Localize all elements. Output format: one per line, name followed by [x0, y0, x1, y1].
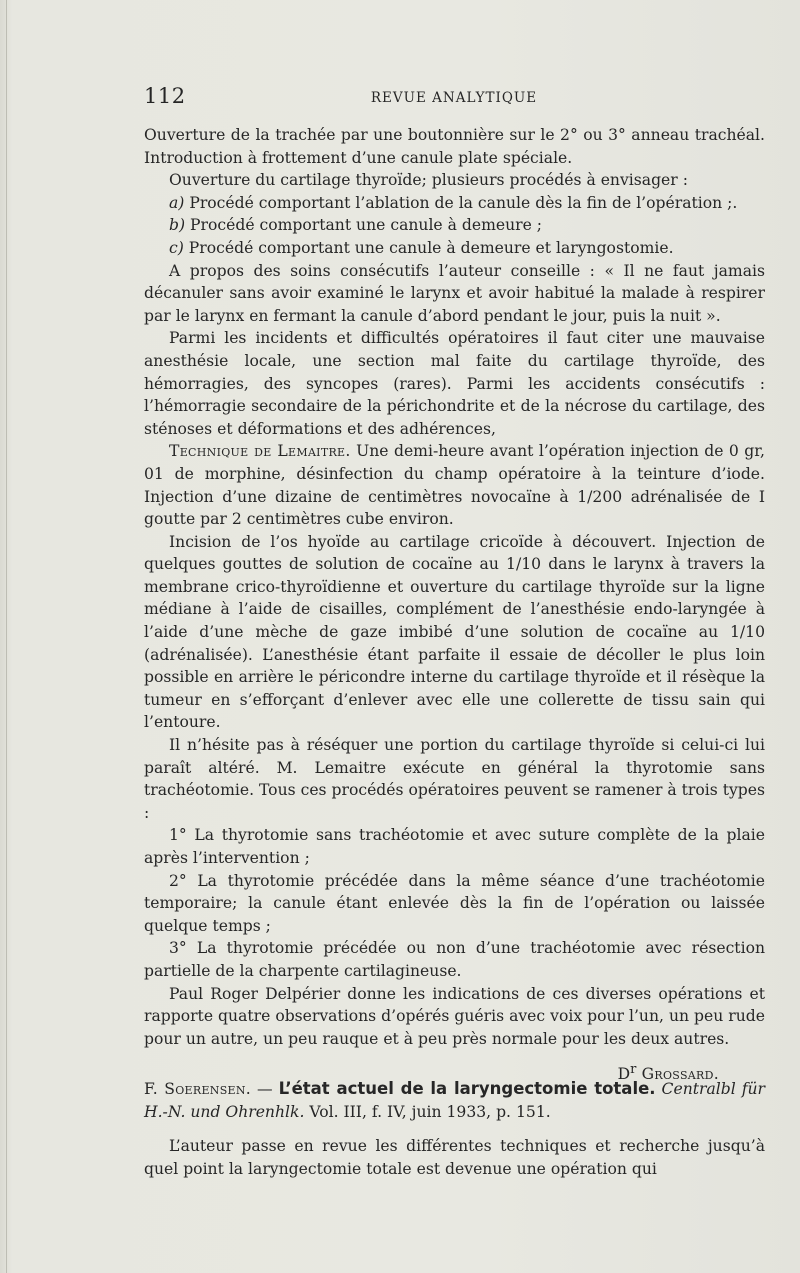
article-entry: [144, 1078, 765, 1180]
paragraph: A propos des soins consécutifs l’auteur conseille : « Il ne faut jamais décanuler sans avoir examiné le larynx et avoir habitué la malade à respirer par le larynx en fermant la canule d’abord pendant le jour, puis la nuit ».: [144, 261, 765, 325]
article-title: L’état actuel de la laryngectomie totale.: [278, 1079, 656, 1098]
list-item-text: Procédé comportant une canule à demeure et laryngostomie.: [183, 238, 674, 257]
list-marker: c): [169, 238, 184, 257]
review-body: [144, 124, 765, 1086]
paragraph: Il n’hésite pas à réséquer une portion du cartilage thyroïde si celui-ci lui paraît altéré. M. Lemaitre exécute en général la thyrotomie sans trachéotomie. Tous ces procédés opératoires peuvent se ramener à trois types :: [144, 736, 765, 822]
list-item-text: Procédé comportant l’ablation de la canule dès la fin de l’opération ;.: [184, 193, 738, 212]
paragraph: 3° La thyrotomie précédée ou non d’une trachéotomie avec résection partielle de la charpente cartilagineuse.: [144, 939, 765, 980]
list-marker: b): [169, 216, 186, 235]
running-title: REVUE ANALYTIQUE: [370, 90, 538, 106]
list-item: [144, 214, 765, 237]
article-details: Vol. III, f. IV, juin 1933, p. 151.: [304, 1102, 551, 1121]
signature-prefix: D: [617, 1065, 631, 1084]
section-lead: Technique de Lemaitre.: [169, 442, 351, 461]
page-number: 112: [144, 84, 186, 108]
list-marker: a): [169, 193, 185, 212]
list-item: [144, 237, 765, 260]
paragraph: [144, 440, 765, 530]
paragraph: Ouverture de la trachée par une boutonnière sur le 2° ou 3° anneau trachéal. Introduction à frottement d’une canule plate spéciale.: [144, 126, 765, 167]
paragraph: Ouverture du cartilage thyroïde; plusieurs procédés à envisager :: [169, 171, 688, 190]
article-reference: [144, 1078, 765, 1123]
article-text: L’auteur passe en revue les différentes techniques et recherche jusqu’à quel point la laryngectomie totale est devenue une opération qui: [144, 1137, 765, 1178]
article-author: F. Soerensen.: [144, 1080, 252, 1098]
signature-sup: r: [630, 1062, 637, 1078]
paragraph: Parmi les incidents et difficultés opératoires il faut citer une mauvaise anesthésie locale, une section mal faite du cartilage thyroïde, des hémorragies, des syncopes (rares). Parmi les accidents consécutifs : l’hémorragie secondaire de la périchondrite et de la nécrose du cartilage, des sténoses et déformations et des adhérences,: [144, 329, 765, 438]
article-journal: Centralbl für H.-N. und Ohrenhlk.: [144, 1080, 765, 1121]
list-item-text: Procédé comportant une canule à demeure ;: [185, 216, 543, 235]
paragraph: Incision de l’os hyoïde au cartilage cricoïde à découvert. Injection de quelques gouttes de solution de cocaïne au 1/10 dans le larynx à travers la membrane crico-thyroïdienne et ouverture du cartilage thyroïde sur la ligne médiane à l’aide de cisailles, complément de l’anesthésie endo-laryngée à l’aide d’une mèche de gaze imbibé d’une solution de cocaïne au 1/10 (adrénalisée). L’anesthésie étant parfaite il essaie de décoller le plus loin possible en arrière le péricondre interne du cartilage thyroïde et il résèque la tumeur en s’efforçant d’enlever avec elle une collerette de tissu sain qui l’entoure.: [144, 532, 765, 732]
signature-name: Grossard.: [636, 1065, 719, 1084]
page-edge-line: [6, 0, 7, 1273]
paragraph: 1° La thyrotomie sans trachéotomie et avec suture complète de la plaie après l’intervention ;: [144, 826, 765, 867]
page-header: [144, 84, 764, 114]
paragraph-text: Une demi-heure avant l’opération injection de 0 gr, 01 de morphine, désinfection du champ opératoire à la teinture d’iode. Injection d’une dizaine de centimètres novocaïne à 1/200 adrénalisée de I goutte par 2 centimètres cube environ.: [144, 442, 765, 529]
list-item: [144, 192, 765, 215]
article-dash: —: [251, 1080, 279, 1098]
paragraph: Paul Roger Delpérier donne les indications de ces diverses opérations et rapporte quatre observations d’opérés guéris avec voix pour l’un, un peu rude pour un autre, un peu rauque et à peu près normale pour les deux autres.: [144, 984, 765, 1048]
paragraph: 2° La thyrotomie précédée dans la même séance d’une trachéotomie temporaire; la canule étant enlevée dès la fin de l’opération ou laissée quelque temps ;: [144, 871, 765, 935]
